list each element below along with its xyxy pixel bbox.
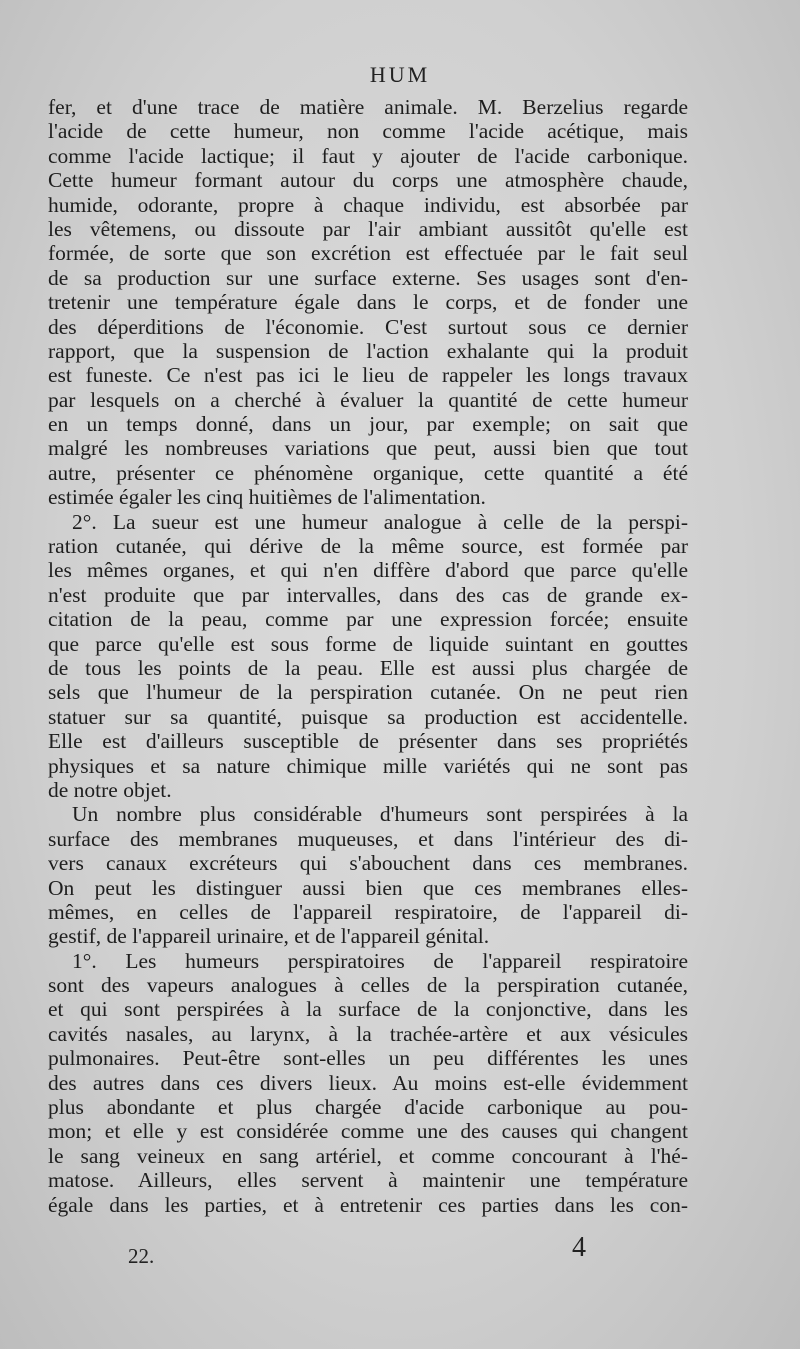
paragraph-end-line: estimée égaler les cinq huitièmes de l'alimentation. xyxy=(48,485,486,510)
text-line: formée, de sorte que son excrétion est effectuée par le fait seul xyxy=(48,241,688,266)
text-line: n'est produite que par intervalles, dans des cas de grande ex- xyxy=(48,582,688,607)
text-line: humide, odorante, propre à chaque individu, est absorbée par xyxy=(48,192,688,217)
text-line: de tous les points de la peau. Elle est aussi plus chargée de xyxy=(48,655,688,680)
running-head: HUM xyxy=(369,62,431,87)
text-line: matose. Ailleurs, elles servent à maintenir une température xyxy=(48,1168,688,1193)
text-line: de sa production sur une surface externe. Ses usages sont d'en- xyxy=(48,265,688,290)
text-line: tretenir une température égale dans le corps, et de fonder une xyxy=(48,290,688,315)
text-line: est funeste. Ce n'est pas ici le lieu de rappeler les longs travaux xyxy=(48,363,688,388)
text-line: rapport, que la suspension de l'action exhalante qui la produit xyxy=(48,338,688,363)
text-line: physiques et sa nature chimique mille variétés qui ne sont pas xyxy=(48,753,688,778)
text-line: pulmonaires. Peut-être sont-elles un peu différentes les unes xyxy=(48,1046,688,1071)
text-line: mon; et elle y est considérée comme une des causes qui changent xyxy=(48,1119,688,1144)
paragraph-start-line: 1°. Les humeurs perspiratoires de l'appareil respiratoire xyxy=(72,948,688,973)
text-line: On peut les distinguer aussi bien que ces membranes elles- xyxy=(48,875,688,900)
text-line: comme l'acide lactique; il faut y ajouter de l'acide carbonique. xyxy=(48,143,688,168)
text-line: les vêtemens, ou dissoute par l'air ambiant aussitôt qu'elle est xyxy=(48,216,688,241)
text-line: des déperditions de l'économie. C'est surtout sous ce dernier xyxy=(48,314,688,339)
text-line: citation de la peau, comme par une expression forcée; ensuite xyxy=(48,607,688,632)
text-line: sont des vapeurs analogues à celles de la perspiration cutanée, xyxy=(48,973,688,998)
text-line: sels que l'humeur de la perspiration cutanée. On ne peut rien xyxy=(48,680,688,705)
paragraph-start-line: 2°. La sueur est une humeur analogue à celle de la perspi- xyxy=(72,509,688,534)
text-line: statuer sur sa quantité, puisque sa production est accidentelle. xyxy=(48,704,688,729)
folio-number: 4 xyxy=(572,1232,586,1263)
text-line: et qui sont perspirées à la surface de la conjonctive, dans les xyxy=(48,997,688,1022)
text-line: ration cutanée, qui dérive de la même source, est formée par xyxy=(48,534,688,559)
text-line: que parce qu'elle est sous forme de liquide suintant en gouttes xyxy=(48,631,688,656)
text-line: surface des membranes muqueuses, et dans l'intérieur des di- xyxy=(48,826,688,851)
body-text xyxy=(48,95,688,1217)
text-line: égale dans les parties, et à entretenir ces parties dans les con- xyxy=(48,1192,688,1217)
paragraph-end-line: de notre objet. xyxy=(48,777,172,802)
text-line: par lesquels on a cherché à évaluer la quantité de cette humeur xyxy=(48,387,688,412)
text-line: cavités nasales, au larynx, à la trachée-artère et aux vésicules xyxy=(48,1021,688,1046)
text-line: vers canaux excréteurs qui s'abouchent dans ces membranes. xyxy=(48,851,688,876)
text-line: Cette humeur formant autour du corps une atmosphère chaude, xyxy=(48,168,688,193)
text-line: autre, présenter ce phénomène organique, cette quantité a été xyxy=(48,460,688,485)
text-line: Elle est d'ailleurs susceptible de présenter dans ses propriétés xyxy=(48,729,688,754)
text-line: fer, et d'une trace de matière animale. M. Berzelius regarde xyxy=(48,95,688,119)
signature-mark: 22. xyxy=(128,1244,155,1268)
paragraph-end-line: gestif, de l'appareil urinaire, et de l'appareil génital. xyxy=(48,924,490,949)
text-line: le sang veineux en sang artériel, et comme concourant à l'hé- xyxy=(48,1143,688,1168)
text-line: mêmes, en celles de l'appareil respiratoire, de l'appareil di- xyxy=(48,899,688,924)
paragraph-start-line: Un nombre plus considérable d'humeurs sont perspirées à la xyxy=(72,802,688,827)
text-line: des autres dans ces divers lieux. Au moins est-elle évidemment xyxy=(48,1070,688,1095)
text-line: malgré les nombreuses variations que peut, aussi bien que tout xyxy=(48,436,688,461)
text-line: en un temps donné, dans un jour, par exemple; on sait que xyxy=(48,412,688,437)
text-line: les mêmes organes, et qui n'en diffère d'abord que parce qu'elle xyxy=(48,558,688,583)
text-line: l'acide de cette humeur, non comme l'acide acétique, mais xyxy=(48,119,688,144)
text-line: plus abondante et plus chargée d'acide carbonique au pou- xyxy=(48,1095,688,1120)
